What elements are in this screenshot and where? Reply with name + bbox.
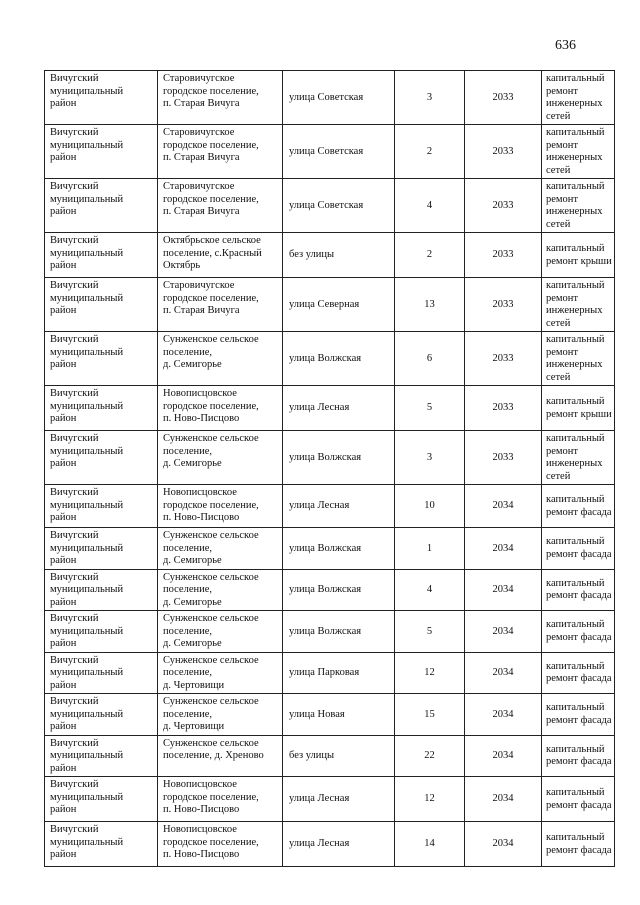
settlement-cell-line: городское поселение, <box>163 400 259 412</box>
year-cell: 2033 <box>465 278 542 332</box>
work-type-cell <box>542 822 615 867</box>
street-cell: улица Волжская <box>283 569 395 611</box>
settlement-cell-line: городское поселение, <box>163 499 259 511</box>
house-number-cell: 12 <box>395 777 465 822</box>
year-cell: 2033 <box>465 179 542 233</box>
house-number-cell: 4 <box>395 569 465 611</box>
work-type-cell-line: ремонт <box>546 346 579 358</box>
work-type-cell-line: инженерных <box>546 98 603 109</box>
settlement-cell-line: д. Семигорье <box>163 359 222 370</box>
settlement-cell-line: Новописцовское <box>163 388 237 399</box>
settlement-cell-line: городское поселение, <box>163 791 259 803</box>
street-cell: улица Волжская <box>283 611 395 653</box>
house-number-cell: 1 <box>395 528 465 570</box>
work-type-cell-line: инженерных <box>546 152 603 163</box>
work-type-cell <box>542 431 615 485</box>
street-cell: улица Лесная <box>283 485 395 528</box>
district-cell-line: Вичугский <box>50 779 99 790</box>
district-cell-line: муниципальный <box>50 750 124 761</box>
table-row <box>45 125 615 179</box>
work-type-cell <box>542 694 615 736</box>
work-type-cell <box>542 485 615 528</box>
district-cell-line: район <box>50 359 77 370</box>
table-row <box>45 332 615 386</box>
settlement-cell-line: Сунженское сельское <box>163 654 259 666</box>
year-cell: 2034 <box>465 777 542 822</box>
work-type-cell-line: сетей <box>546 317 571 329</box>
work-type-cell-line: ремонт фасада <box>546 756 612 768</box>
district-cell-line: район <box>50 849 77 860</box>
settlement-cell-line: поселение, д. Хреново <box>163 750 264 761</box>
work-type-cell-line: капитальный <box>546 73 605 84</box>
district-cell-line: район <box>50 762 77 774</box>
settlement-cell-line: п. Ново-Писцово <box>163 849 240 860</box>
settlement-cell-line: п. Ново-Писцово <box>163 512 240 523</box>
settlement-cell-line: Новописцовское <box>163 487 237 498</box>
settlement-cell <box>158 71 283 125</box>
street-cell: улица Парковая <box>283 652 395 694</box>
settlement-cell-line: городское поселение, <box>163 85 259 97</box>
settlement-cell <box>158 278 283 332</box>
district-cell-line: муниципальный <box>50 499 124 511</box>
settlement-cell-line: поселение, <box>163 445 213 457</box>
year-cell: 2033 <box>465 386 542 431</box>
year-cell: 2033 <box>465 431 542 485</box>
work-type-cell-line: ремонт крыши <box>546 255 612 267</box>
work-type-cell-line: капитальный <box>546 702 605 714</box>
settlement-cell-line: Октябрь <box>163 260 201 271</box>
work-type-cell-line: капитальный <box>546 577 605 589</box>
street-cell: улица Волжская <box>283 431 395 485</box>
year-cell: 2034 <box>465 528 542 570</box>
work-type-cell <box>542 735 615 777</box>
settlement-cell <box>158 694 283 736</box>
work-type-cell-line: капитальный <box>546 832 605 843</box>
district-cell-line: район <box>50 98 77 109</box>
table-body <box>45 71 615 867</box>
district-cell <box>45 822 158 867</box>
settlement-cell-line: д. Семигорье <box>163 638 222 649</box>
house-number-cell: 15 <box>395 694 465 736</box>
work-type-cell <box>542 528 615 570</box>
work-type-cell-line: ремонт фасада <box>546 799 612 811</box>
street-cell: без улицы <box>283 233 395 278</box>
district-cell <box>45 611 158 653</box>
district-cell <box>45 485 158 528</box>
work-type-cell-line: ремонт фасада <box>546 714 612 726</box>
work-type-cell <box>542 777 615 822</box>
work-type-cell <box>542 332 615 386</box>
year-cell: 2034 <box>465 652 542 694</box>
street-cell: улица Советская <box>283 71 395 125</box>
repair-schedule-table <box>44 70 615 867</box>
settlement-cell <box>158 611 283 653</box>
district-cell <box>45 71 158 125</box>
table-row <box>45 71 615 125</box>
district-cell-line: район <box>50 305 77 316</box>
table-row <box>45 278 615 332</box>
district-cell-line: Вичугский <box>50 696 99 707</box>
house-number-cell: 2 <box>395 125 465 179</box>
settlement-cell-line: п. Старая Вичуга <box>163 206 240 217</box>
work-type-cell <box>542 386 615 431</box>
year-cell: 2034 <box>465 485 542 528</box>
house-number-cell: 3 <box>395 71 465 125</box>
district-cell-line: муниципальный <box>50 542 124 554</box>
work-type-cell <box>542 71 615 125</box>
work-type-cell <box>542 278 615 332</box>
district-cell <box>45 278 158 332</box>
district-cell-line: район <box>50 679 77 691</box>
settlement-cell <box>158 777 283 822</box>
district-cell-line: муниципальный <box>50 139 124 151</box>
settlement-cell-line: поселение, <box>163 667 213 678</box>
work-type-cell-line: сетей <box>546 218 571 230</box>
district-cell-line: район <box>50 721 77 732</box>
house-number-cell: 4 <box>395 179 465 233</box>
table-row <box>45 569 615 611</box>
work-type-cell-line: ремонт фасада <box>546 631 612 643</box>
work-type-cell-line: ремонт <box>546 139 579 151</box>
year-cell: 2034 <box>465 611 542 653</box>
district-cell <box>45 431 158 485</box>
work-type-cell-line: капитальный <box>546 743 605 755</box>
work-type-cell-line: капитальный <box>546 536 605 548</box>
district-cell <box>45 777 158 822</box>
settlement-cell-line: Старовичугское <box>163 127 235 138</box>
work-type-cell-line: ремонт фасада <box>546 548 612 560</box>
street-cell: улица Лесная <box>283 386 395 431</box>
work-type-cell <box>542 569 615 611</box>
district-cell <box>45 332 158 386</box>
settlement-cell-line: поселение, <box>163 542 213 554</box>
district-cell-line: муниципальный <box>50 346 124 358</box>
work-type-cell-line: капитальный <box>546 787 605 798</box>
settlement-cell-line: Новописцовское <box>163 824 237 835</box>
work-type-cell-line: инженерных <box>546 359 603 370</box>
street-cell: улица Волжская <box>283 528 395 570</box>
district-cell-line: муниципальный <box>50 85 124 97</box>
settlement-cell <box>158 735 283 777</box>
settlement-cell-line: Сунженское сельское <box>163 696 259 707</box>
settlement-cell-line: поселение, <box>163 584 213 595</box>
settlement-cell <box>158 528 283 570</box>
work-type-cell <box>542 125 615 179</box>
work-type-cell-line: ремонт <box>546 85 579 97</box>
year-cell: 2033 <box>465 71 542 125</box>
work-type-cell-line: ремонт крыши <box>546 408 612 420</box>
work-type-cell-line: ремонт фасада <box>546 590 612 602</box>
work-type-cell-line: инженерных <box>546 458 603 469</box>
district-cell-line: муниципальный <box>50 708 124 720</box>
settlement-cell-line: поселение, с.Красный <box>163 247 262 259</box>
street-cell: улица Советская <box>283 125 395 179</box>
year-cell: 2033 <box>465 125 542 179</box>
year-cell: 2033 <box>465 332 542 386</box>
work-type-cell-line: капитальный <box>546 433 605 444</box>
work-type-cell-line: ремонт фасада <box>546 506 612 518</box>
settlement-cell-line: Старовичугское <box>163 73 235 84</box>
settlement-cell-line: Сунженское сельское <box>163 737 259 749</box>
settlement-cell-line: д. Чертовищи <box>163 679 225 691</box>
work-type-cell-line: сетей <box>546 371 571 383</box>
settlement-cell-line: Сунженское сельское <box>163 433 259 444</box>
settlement-cell-line: поселение, <box>163 625 213 637</box>
district-cell-line: муниципальный <box>50 445 124 457</box>
district-cell-line: Вичугский <box>50 388 99 399</box>
district-cell-line: район <box>50 206 77 217</box>
table-row <box>45 611 615 653</box>
table-row <box>45 431 615 485</box>
settlement-cell-line: Октябрьское сельское <box>163 235 261 246</box>
district-cell-line: Вичугский <box>50 334 99 345</box>
district-cell-line: район <box>50 413 77 424</box>
page-number: 636 <box>555 38 576 53</box>
settlement-cell-line: городское поселение, <box>163 836 259 848</box>
work-type-cell-line: сетей <box>546 470 571 482</box>
year-cell: 2034 <box>465 822 542 867</box>
work-type-cell <box>542 652 615 694</box>
work-type-cell <box>542 233 615 278</box>
table-row <box>45 485 615 528</box>
work-type-cell-line: капитальный <box>546 181 605 192</box>
district-cell-line: муниципальный <box>50 791 124 803</box>
work-type-cell-line: инженерных <box>546 305 603 316</box>
house-number-cell: 14 <box>395 822 465 867</box>
work-type-cell-line: капитальный <box>546 334 605 345</box>
district-cell-line: Вичугский <box>50 127 99 138</box>
work-type-cell-line: ремонт <box>546 445 579 457</box>
year-cell: 2034 <box>465 694 542 736</box>
work-type-cell-line: ремонт <box>546 292 579 304</box>
district-cell-line: муниципальный <box>50 193 124 205</box>
district-cell-line: район <box>50 804 77 815</box>
work-type-cell-line: капитальный <box>546 619 605 631</box>
work-type-cell-line: капитальный <box>546 494 605 505</box>
work-type-cell-line: ремонт <box>546 193 579 205</box>
settlement-cell-line: Старовичугское <box>163 181 235 192</box>
house-number-cell: 5 <box>395 386 465 431</box>
district-cell-line: муниципальный <box>50 667 124 678</box>
table-row <box>45 822 615 867</box>
district-cell-line: муниципальный <box>50 584 124 595</box>
settlement-cell <box>158 485 283 528</box>
street-cell: улица Волжская <box>283 332 395 386</box>
work-type-cell-line: капитальный <box>546 243 605 254</box>
settlement-cell <box>158 569 283 611</box>
work-type-cell-line: ремонт фасада <box>546 673 612 685</box>
district-cell-line: Вичугский <box>50 530 99 541</box>
settlement-cell-line: д. Семигорье <box>163 596 222 608</box>
work-type-cell <box>542 611 615 653</box>
district-cell-line: муниципальный <box>50 292 124 304</box>
district-cell-line: Вичугский <box>50 235 99 246</box>
district-cell <box>45 694 158 736</box>
district-cell <box>45 233 158 278</box>
settlement-cell <box>158 125 283 179</box>
district-cell <box>45 125 158 179</box>
work-type-cell-line: капитальный <box>546 127 605 138</box>
district-cell-line: муниципальный <box>50 247 124 259</box>
district-cell <box>45 652 158 694</box>
district-cell-line: район <box>50 596 77 608</box>
house-number-cell: 6 <box>395 332 465 386</box>
work-type-cell <box>542 179 615 233</box>
settlement-cell <box>158 332 283 386</box>
work-type-cell-line: сетей <box>546 110 571 122</box>
settlement-cell <box>158 822 283 867</box>
settlement-cell-line: п. Ново-Писцово <box>163 804 240 815</box>
district-cell-line: район <box>50 512 77 523</box>
district-cell-line: муниципальный <box>50 625 124 637</box>
house-number-cell: 12 <box>395 652 465 694</box>
table-row <box>45 694 615 736</box>
street-cell: улица Лесная <box>283 777 395 822</box>
district-cell-line: район <box>50 638 77 649</box>
work-type-cell-line: капитальный <box>546 280 605 291</box>
district-cell-line: район <box>50 458 77 469</box>
district-cell-line: Вичугский <box>50 73 99 84</box>
work-type-cell-line: инженерных <box>546 206 603 217</box>
settlement-cell-line: городское поселение, <box>163 139 259 151</box>
settlement-cell <box>158 431 283 485</box>
settlement-cell-line: городское поселение, <box>163 292 259 304</box>
district-cell-line: район <box>50 555 77 566</box>
work-type-cell-line: сетей <box>546 164 571 176</box>
district-cell-line: муниципальный <box>50 836 124 848</box>
settlement-cell-line: Сунженское сельское <box>163 334 259 345</box>
work-type-cell-line: капитальный <box>546 660 605 672</box>
settlement-cell-line: п. Старая Вичуга <box>163 152 240 163</box>
district-cell <box>45 179 158 233</box>
district-cell-line: Вичугский <box>50 280 99 291</box>
settlement-cell-line: поселение, <box>163 346 213 358</box>
settlement-cell-line: городское поселение, <box>163 193 259 205</box>
settlement-cell <box>158 233 283 278</box>
district-cell-line: район <box>50 152 77 163</box>
table-row <box>45 652 615 694</box>
house-number-cell: 5 <box>395 611 465 653</box>
table-row <box>45 528 615 570</box>
settlement-cell-line: Новописцовское <box>163 779 237 790</box>
district-cell-line: Вичугский <box>50 487 99 498</box>
district-cell <box>45 386 158 431</box>
district-cell-line: Вичугский <box>50 181 99 192</box>
district-cell-line: Вичугский <box>50 824 99 835</box>
table-row <box>45 777 615 822</box>
settlement-cell-line: п. Ново-Писцово <box>163 413 240 424</box>
settlement-cell <box>158 179 283 233</box>
district-cell-line: район <box>50 260 77 271</box>
house-number-cell: 10 <box>395 485 465 528</box>
district-cell-line: Вичугский <box>50 654 99 666</box>
settlement-cell-line: Сунженское сельское <box>163 613 259 624</box>
street-cell: улица Новая <box>283 694 395 736</box>
settlement-cell-line: поселение, <box>163 708 213 720</box>
work-type-cell-line: ремонт фасада <box>546 844 612 856</box>
settlement-cell-line: Сунженское сельское <box>163 530 259 541</box>
table-row <box>45 735 615 777</box>
street-cell: улица Лесная <box>283 822 395 867</box>
district-cell-line: Вичугский <box>50 737 99 749</box>
district-cell <box>45 735 158 777</box>
settlement-cell-line: д. Семигорье <box>163 458 222 469</box>
table-row <box>45 233 615 278</box>
district-cell-line: Вичугский <box>50 433 99 444</box>
settlement-cell-line: Сунженское сельское <box>163 571 259 583</box>
district-cell <box>45 569 158 611</box>
house-number-cell: 22 <box>395 735 465 777</box>
district-cell <box>45 528 158 570</box>
settlement-cell-line: д. Чертовищи <box>163 721 225 732</box>
street-cell: улица Советская <box>283 179 395 233</box>
house-number-cell: 3 <box>395 431 465 485</box>
year-cell: 2034 <box>465 569 542 611</box>
year-cell: 2033 <box>465 233 542 278</box>
settlement-cell-line: п. Старая Вичуга <box>163 98 240 109</box>
settlement-cell-line: Старовичугское <box>163 280 235 291</box>
street-cell: улица Северная <box>283 278 395 332</box>
street-cell: без улицы <box>283 735 395 777</box>
settlement-cell-line: п. Старая Вичуга <box>163 305 240 316</box>
district-cell-line: Вичугский <box>50 613 99 624</box>
house-number-cell: 2 <box>395 233 465 278</box>
year-cell: 2034 <box>465 735 542 777</box>
table-row <box>45 179 615 233</box>
table-row <box>45 386 615 431</box>
house-number-cell: 13 <box>395 278 465 332</box>
district-cell-line: Вичугский <box>50 571 99 583</box>
work-type-cell-line: капитальный <box>546 396 605 407</box>
settlement-cell <box>158 386 283 431</box>
settlement-cell-line: д. Семигорье <box>163 555 222 566</box>
district-cell-line: муниципальный <box>50 400 124 412</box>
settlement-cell <box>158 652 283 694</box>
